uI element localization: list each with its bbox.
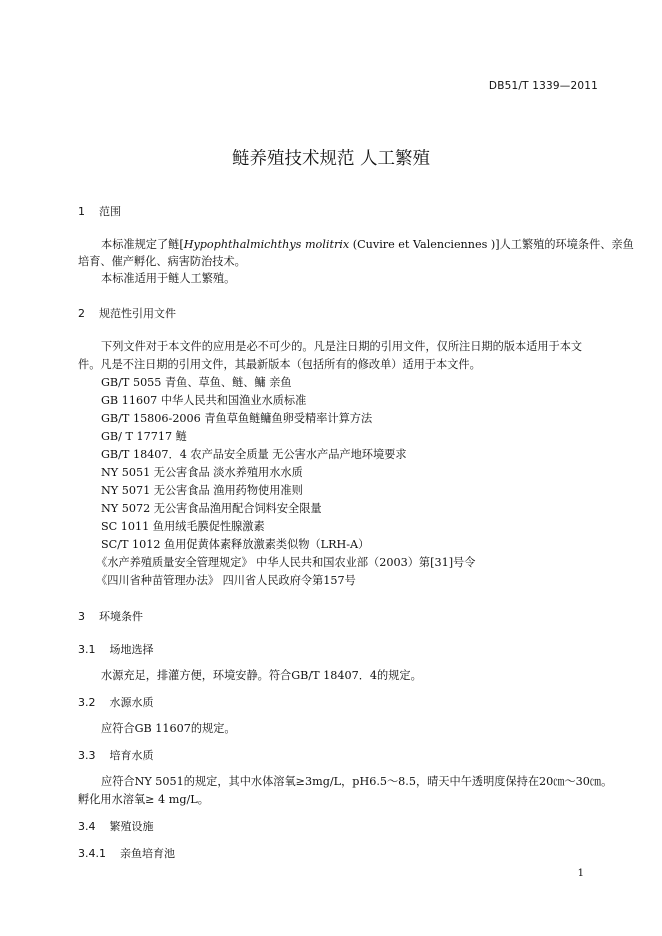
section-title: 范围	[99, 205, 121, 218]
section-3-heading	[78, 608, 143, 624]
section-number: 3	[78, 610, 85, 623]
subsection-number: 3.3	[78, 749, 96, 762]
subsection-3-4-1-heading	[78, 845, 175, 861]
document-title: 鲢养殖技术规范 人工繁殖	[231, 149, 431, 169]
paragraph-line: 水源充足，排灌方便，环境安静。符合GB/T 18407．4的规定。	[101, 669, 422, 682]
paragraph-line	[101, 236, 634, 252]
subsection-3-4-heading	[78, 818, 154, 834]
paragraph-line: 应符合NY 5051的规定，其中水体溶氧≥3mg/L，pH6.5～8.5，晴天中午透明度保持在20㎝～30㎝。	[101, 775, 613, 788]
reference-item: 《四川省种苗管理办法》 四川省人民政府令第157号	[96, 574, 356, 587]
reference-item: GB/T 5055 青鱼、草鱼、鲢、鳙 亲鱼	[101, 376, 292, 389]
subsection-3-2-heading	[78, 694, 154, 710]
standard-number: DB51/T 1339—2011	[488, 80, 598, 92]
section-number: 2	[78, 307, 85, 320]
subsection-title: 场地选择	[109, 643, 154, 656]
subsection-title: 亲鱼培育池	[120, 847, 175, 860]
section-2-heading	[78, 305, 176, 321]
text-run: (Cuvire et Valenciennes )]人工繁殖的环境条件、亲鱼	[349, 238, 634, 251]
reference-item: NY 5072 无公害食品渔用配合饲料安全限量	[101, 502, 322, 515]
subsection-title: 繁殖设施	[109, 820, 154, 833]
subsection-3-1-heading	[78, 641, 154, 657]
reference-item: SC/T 1012 鱼用促黄体素释放激素类似物（LRH-A）	[101, 538, 370, 551]
subsection-title: 水源水质	[109, 696, 154, 709]
reference-item: GB 11607 中华人民共和国渔业水质标准	[101, 394, 307, 407]
paragraph-line: 孵化用水溶氧≥ 4 mg/L。	[78, 793, 209, 806]
subsection-3-3-heading	[78, 747, 154, 763]
reference-item: GB/ T 17717 鲢	[101, 430, 187, 443]
page-number: 1	[577, 868, 584, 879]
reference-item: GB/T 15806-2006 青鱼草鱼鲢鳙鱼卵受精率计算方法	[101, 412, 373, 425]
subsection-title: 培育水质	[109, 749, 154, 762]
section-1-heading	[78, 203, 121, 219]
subsection-number: 3.4.1	[78, 847, 106, 860]
reference-item: SC 1011 鱼用绒毛膜促性腺激素	[101, 520, 265, 533]
subsection-number: 3.4	[78, 820, 96, 833]
paragraph-line: 应符合GB 11607的规定。	[101, 722, 236, 735]
latin-name: Hypophthalmichthys molitrix	[183, 238, 350, 251]
paragraph-line: 下列文件对于本文件的应用是必不可少的。凡是注日期的引用文件，仅所注日期的版本适用于本文	[101, 340, 583, 353]
paragraph-line: 件。凡是不注日期的引用文件，其最新版本（包括所有的修改单）适用于本文件。	[78, 358, 481, 371]
reference-item: NY 5071 无公害食品 渔用药物使用准则	[101, 484, 303, 497]
paragraph-line: 培育、催产孵化、病害防治技术。	[78, 255, 246, 268]
section-title: 规范性引用文件	[99, 307, 176, 320]
subsection-number: 3.1	[78, 643, 96, 656]
section-number: 1	[78, 205, 85, 218]
paragraph-line: 本标准适用于鲢人工繁殖。	[101, 272, 236, 285]
subsection-number: 3.2	[78, 696, 96, 709]
reference-item: 《水产养殖质量安全管理规定》 中华人民共和国农业部（2003）第[31]号令	[96, 556, 476, 569]
reference-item: NY 5051 无公害食品 淡水养殖用水水质	[101, 466, 303, 479]
text-run: 本标准规定了鲢[	[101, 238, 184, 251]
reference-item: GB/T 18407．4 农产品安全质量 无公害水产品产地环境要求	[101, 448, 407, 461]
section-title: 环境条件	[99, 610, 143, 623]
